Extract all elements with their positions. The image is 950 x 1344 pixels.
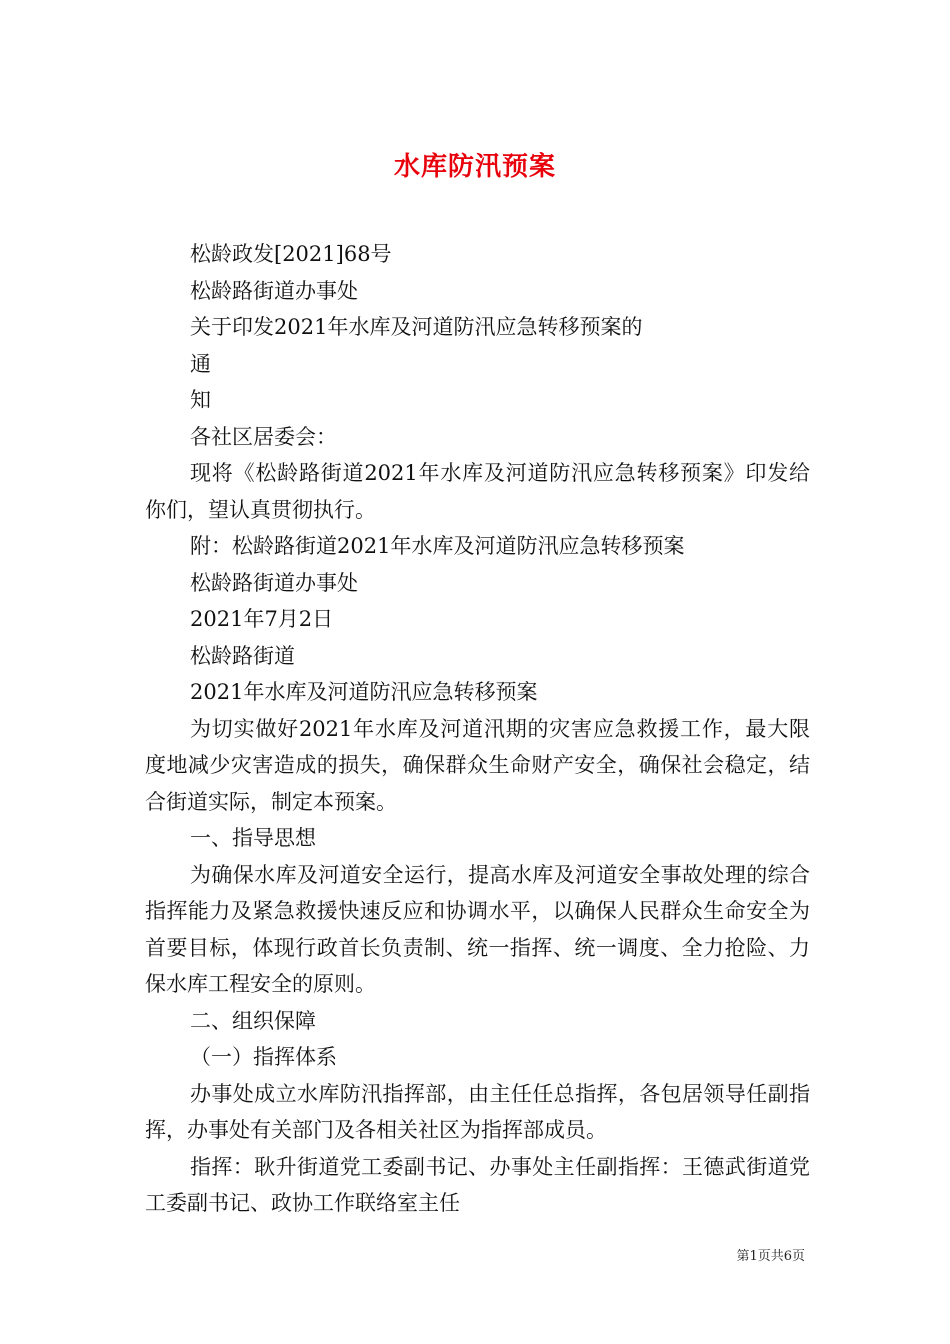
section-heading-1: 一、指导思想 — [190, 826, 316, 850]
plan-issuer: 松龄路街道 — [190, 643, 295, 668]
plan-title: 2021年水库及河道防汛应急转移预案 — [190, 680, 538, 704]
doc-number: 松龄政发[2021]68号 — [190, 242, 392, 266]
signature-date: 2021年7月2日 — [190, 607, 334, 631]
addressee: 各社区居委会： — [190, 424, 337, 449]
document-body — [145, 236, 810, 1222]
command-members-paragraph: 指挥：耿升街道党工委副书记、办事处主任副指挥：王德武街道党工委副书记、政协工作联络室主任 — [145, 1154, 810, 1215]
page-title: 水库防汛预案 — [393, 152, 556, 183]
section-1-paragraph: 为确保水库及河道安全运行，提高水库及河道安全事故处理的综合指挥能力及紧急救援快速反应和协调水平，以确保人民群众生命安全为首要目标，体现行政首长负责制、统一指挥、统一调度、全力抢险、力保水库工程安全的原则。 — [145, 862, 810, 996]
attachment-line: 附：松龄路街道2021年水库及河道防汛应急转移预案 — [190, 534, 685, 558]
notice-paragraph: 现将《松龄路街道2021年水库及河道防汛应急转移预案》印发给你们，望认真贯彻执行。 — [145, 461, 810, 522]
section-heading-2: 二、组织保障 — [190, 1008, 316, 1033]
notice-title-char-2: 知 — [190, 388, 211, 412]
signature-office: 松龄路街道办事处 — [190, 570, 358, 595]
page-number: 第1页共6页 — [736, 1249, 805, 1264]
subsection-1-paragraph: 办事处成立水库防汛指挥部，由主任任总指挥，各包居领导任副指挥，办事处有关部门及各相关社区为指挥部成员。 — [145, 1081, 810, 1142]
subsection-heading-1: （一）指挥体系 — [190, 1045, 337, 1069]
issuer-line: 松龄路街道办事处 — [190, 278, 358, 303]
intro-paragraph: 为切实做好2021年水库及河道汛期的灾害应急救援工作，最大限度地减少灾害造成的损失，确保群众生命财产安全，确保社会稳定，结合街道实际，制定本预案。 — [145, 716, 810, 814]
notice-title-char-1: 通 — [190, 351, 211, 376]
notice-title-line: 关于印发2021年水库及河道防汛应急转移预案的 — [190, 315, 643, 339]
